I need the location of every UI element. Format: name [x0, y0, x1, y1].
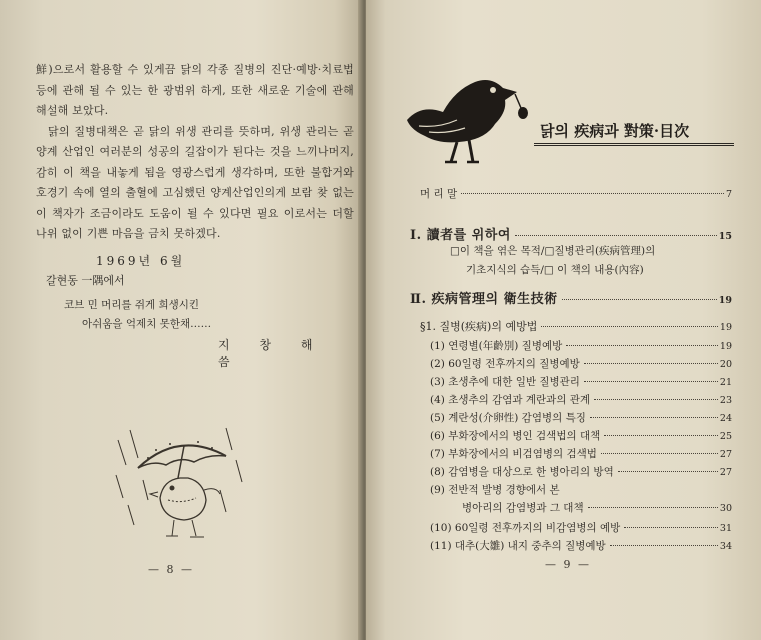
- toc-page-number: 15: [718, 231, 732, 242]
- toc-row[interactable]: [430, 374, 732, 389]
- toc-page-number: 19: [718, 295, 732, 306]
- preface-place: 갈현동 一隅에서: [46, 274, 125, 287]
- toc-entry-text: (10) 60일령 전후까지의 비감염병의 예방: [430, 522, 621, 534]
- toc-entry-text: Ⅰ. 讀者를 위하여: [410, 228, 511, 243]
- title-box: [534, 118, 734, 146]
- toc-entry-text: (8) 감염병을 대상으로 한 병아리의 방역: [430, 466, 614, 478]
- toc-page-number: 21: [719, 377, 732, 388]
- toc-row[interactable]: [430, 446, 732, 461]
- toc-row[interactable]: [430, 392, 732, 407]
- toc-page-number: 23: [719, 395, 732, 406]
- toc-page-number: 19: [719, 322, 732, 333]
- toc-entry-text: (2) 60일령 전후까지의 질병예방: [430, 358, 580, 370]
- toc-page-number: 25: [719, 431, 732, 442]
- toc-page-number: 30: [719, 503, 732, 514]
- toc-row[interactable]: [430, 338, 732, 353]
- toc-row[interactable]: [430, 428, 732, 443]
- toc-entry-text: (1) 연령별(年齡別) 질병예방: [430, 340, 563, 352]
- toc-page-number: 20: [719, 359, 732, 370]
- toc-entry-text: (5) 계란성(介卵性) 감염병의 특징: [430, 412, 586, 424]
- toc-entry-text: §1. 질병(疾病)의 예방법: [420, 320, 538, 333]
- toc-row[interactable]: [420, 318, 732, 334]
- toc-entry-text: Ⅱ. 疾病管理의 衛生技術: [410, 292, 558, 307]
- toc-entry-text: (11) 대추(大雛) 내지 중추의 질병예방: [430, 540, 606, 552]
- toc-row[interactable]: [430, 520, 732, 535]
- toc-continuation-line: □이 책을 엮은 목적/□질병관리(疾病管理)의: [450, 245, 656, 257]
- toc-page-number: 34: [719, 541, 732, 552]
- toc-page-number: 27: [719, 449, 732, 460]
- preface-date: 1969년 6월: [96, 254, 186, 268]
- left-page: [0, 0, 364, 640]
- preface-text: [36, 60, 354, 245]
- toc-row[interactable]: [430, 356, 732, 371]
- toc-entry-text: (6) 부화장에서의 병인 검색법의 대책: [430, 430, 601, 442]
- preface-paragraph: 鮮)으로서 활용할 수 있게끔 닭의 각종 질병의 진단·예방·치료법 등에 관해 될 수 있는 한 광범위 하게, 또한 새로운 기술에 관해 해설해 보았다.: [36, 63, 354, 117]
- toc-section-row[interactable]: [410, 288, 732, 307]
- toc-section-row[interactable]: [410, 224, 732, 243]
- page-number-right: — 9 —: [545, 558, 591, 571]
- toc-page-number: 24: [719, 413, 732, 424]
- toc-entry-text: (3) 초생추에 대한 일반 질병관리: [430, 376, 580, 388]
- toc-page-number: 7: [725, 189, 732, 200]
- bird-umbrella-illustration: [108, 420, 258, 545]
- toc-page-number: 27: [719, 467, 732, 478]
- toc-entry-text: (4) 초생추의 감염과 계란과의 관계: [430, 394, 591, 406]
- preface-paragraph: 닭의 질병대책은 곧 닭의 위생 관리를 뜻하며, 위생 관리는 곧 양계 산업인 여러분의 성공의 길잡이가 된다는 것을 느끼나머지, 감히 이 책을 내놓게 됨을 영광스럽게 생각하며, 또한 불합거와 호경기 속에 열의 출혈에 고심했던 양계산업인의게 보람 찾 없는 이 책자가 조금이라도 도움이 될 수 있다면 필요 이로서는 더할 나위 없이 기쁜 마음을 금치 못하겠다.: [36, 124, 354, 240]
- toc-entry-text: (7) 부화장에서의 비검염병의 검색법: [430, 448, 597, 460]
- toc-row-text[interactable]: (9) 전반적 발병 경향에서 본: [430, 484, 560, 496]
- toc-entry-text: 머 리 말: [420, 188, 458, 200]
- toc-row[interactable]: [462, 500, 732, 515]
- toc-row[interactable]: [430, 538, 732, 553]
- toc-row[interactable]: [420, 186, 732, 201]
- toc-page-number: 19: [719, 341, 732, 352]
- preface-note-line-1: 코브 민 머리를 쥐게 희생시킨: [64, 299, 200, 311]
- page-title: 닭의 疾病과 對策·目次: [540, 122, 690, 140]
- page-number-left: — 8 —: [148, 563, 194, 576]
- toc-row[interactable]: [430, 410, 732, 425]
- toc-row[interactable]: [430, 464, 732, 479]
- toc-entry-text: 병아리의 감염병과 그 대책: [462, 502, 584, 514]
- author-signature: 지 창 해 씀: [218, 338, 326, 369]
- crow-illustration: [399, 68, 539, 168]
- toc-continuation-line: 기초지식의 습득/□ 이 책의 내용(內容): [466, 264, 644, 276]
- preface-note-line-2: 아쉬움을 억제치 못한채……: [82, 318, 212, 330]
- toc-page-number: 31: [719, 523, 732, 534]
